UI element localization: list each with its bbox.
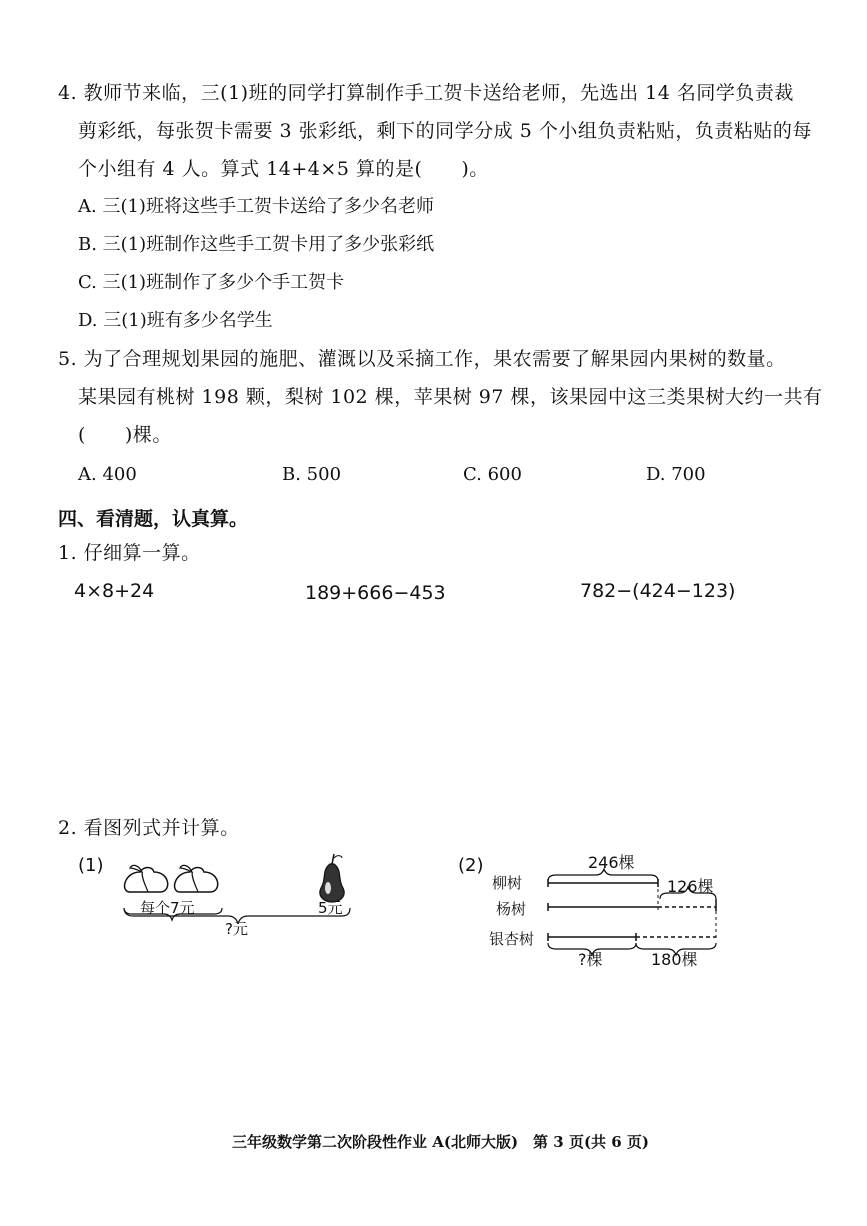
q4-line-3: 个小组有 4 人。算式 14+4×5 算的是( )。 <box>78 158 489 180</box>
unknown-count-label: ?棵 <box>578 950 603 969</box>
pear-icon <box>320 854 344 902</box>
total-price-label: ?元 <box>225 920 248 938</box>
expression-3: 782−(424−123) <box>580 580 736 602</box>
row-label-willow: 柳树 <box>492 874 523 892</box>
q5-option-c[interactable]: C. 600 <box>463 464 522 485</box>
difference-label: 126棵 <box>667 877 714 896</box>
q5-option-a[interactable]: A. 400 <box>78 464 137 485</box>
row-label-poplar: 杨树 <box>496 900 527 918</box>
figure-1-label: (1) <box>78 855 104 876</box>
section-title: 四、看清题，认真算。 <box>58 508 249 530</box>
willow-count-label: 246棵 <box>588 853 635 872</box>
q4-option-b[interactable]: B. 三(1)班制作这些手工贺卡用了多少张彩纸 <box>78 234 435 255</box>
q5-option-b[interactable]: B. 500 <box>282 464 342 485</box>
subquestion-1-title: 1. 仔细算一算。 <box>58 542 201 564</box>
q4-line-2: 剪彩纸，每张贺卡需要 3 张彩纸，剩下的同学分成 5 个小组负责粘贴，负责粘贴的每 <box>78 120 812 142</box>
segment-diagram <box>540 855 740 965</box>
q5-line-1: 5. 为了合理规划果园的施肥、灌溉以及采摘工作，果农需要了解果园内果树的数量。 <box>58 348 786 370</box>
q4-option-a[interactable]: A. 三(1)班将这些手工贺卡送给了多少名老师 <box>78 196 434 217</box>
q4-line-1: 4. 教师节来临，三(1)班的同学打算制作手工贺卡送给老师，先选出 14 名同学负责裁 <box>58 82 794 104</box>
subquestion-2-title: 2. 看图列式并计算。 <box>58 817 240 839</box>
q4-option-d[interactable]: D. 三(1)班有多少名学生 <box>78 310 273 331</box>
peach-price-label: 每个7元 <box>140 899 195 917</box>
peach-icon <box>175 865 218 892</box>
expression-2: 189+666−453 <box>305 582 446 604</box>
row-label-ginkgo: 银杏树 <box>489 930 535 948</box>
peach-icon <box>125 865 168 892</box>
q5-option-d[interactable]: D. 700 <box>646 464 706 485</box>
q5-line-3: ( )棵。 <box>78 424 172 446</box>
q5-line-2: 某果园有桃树 198 颗，梨树 102 棵，苹果树 97 棵，该果园中这三类果树大约一共有 <box>78 386 823 408</box>
ginkgo-less-label: 180棵 <box>651 950 698 969</box>
figure-2-label: (2) <box>458 855 484 876</box>
q4-option-c[interactable]: C. 三(1)班制作了多少个手工贺卡 <box>78 272 345 293</box>
pear-price-label: 5元 <box>318 899 343 917</box>
page-footer: 三年级数学第二次阶段性作业 A(北师大版) 第 3 页(共 6 页) <box>232 1133 650 1151</box>
expression-1: 4×8+24 <box>74 580 155 602</box>
